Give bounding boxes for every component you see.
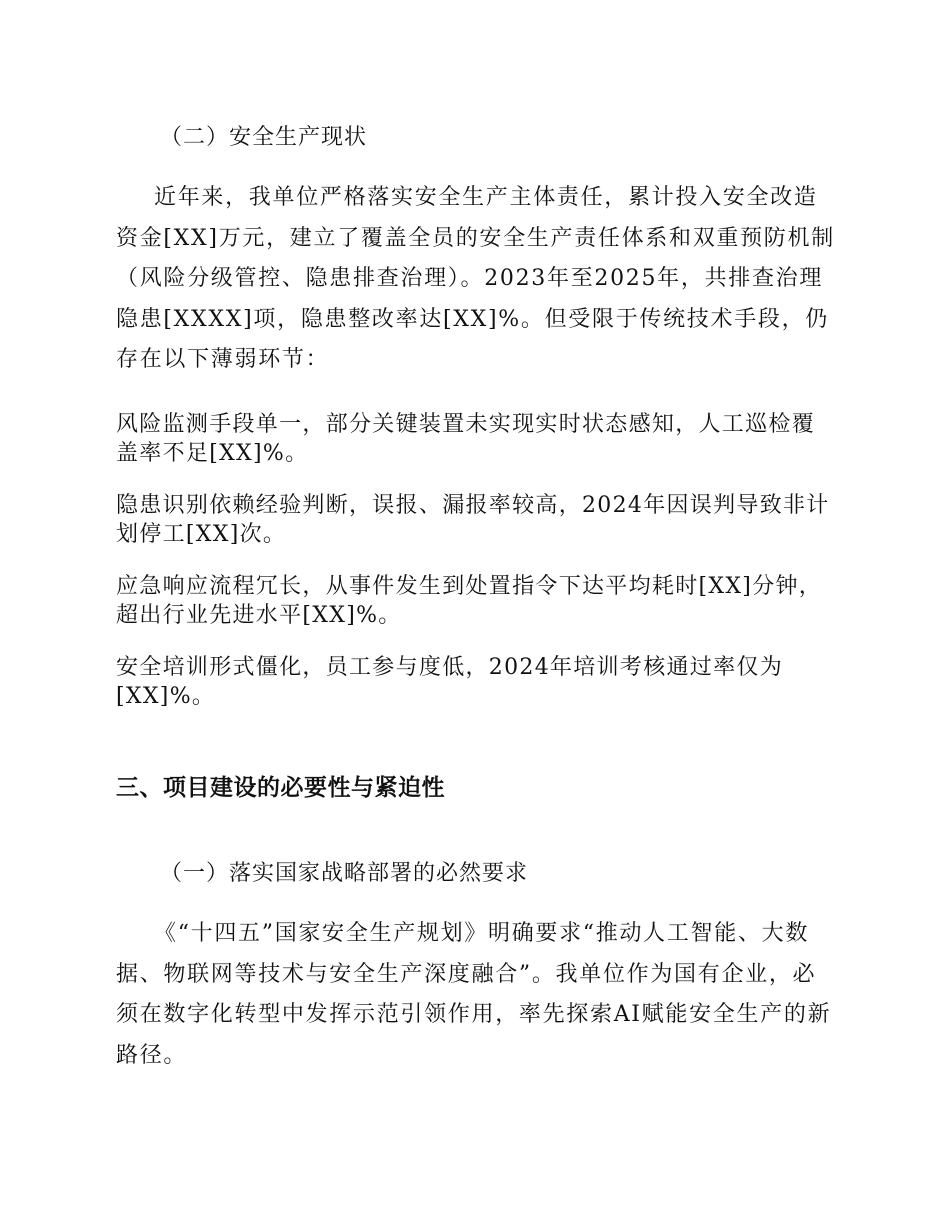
weakness-item-3: 应急响应流程冗长，从事件发生到处置指令下达平均耗时[XX]分钟，超出行业先进水平[XX]%。 [116,574,823,628]
weakness-item-4: 安全培训形式僵化，员工参与度低，2024年培训考核通过率仅为[XX]%。 [116,655,783,709]
subsection-heading-national-strategy: （一）落实国家战略部署的必然要求 [160,861,529,886]
subsection-heading-safety-status: （二）安全生产现状 [160,125,368,150]
national-strategy-paragraph: 《“十四五”国家安全生产规划》明确要求“推动人工智能、大数据、物联网等技术与安全生产深度融合”。我单位作为国有企业，必须在数字化转型中发挥示范引领作用，率先探索AI赋能安全生产的新路径。 [116,921,832,1068]
weakness-item-2: 隐患识别依赖经验判断，误报、漏报率较高，2024年因误判导致非计划停工[XX]次。 [116,493,830,547]
weakness-item-1: 风险监测手段单一，部分关键装置未实现实时状态感知，人工巡检覆盖率不足[XX]%。 [116,412,816,466]
safety-status-intro-paragraph: 近年来，我单位严格落实安全生产主体责任，累计投入安全改造资金[XX]万元，建立了覆盖全员的安全生产责任体系和双重预防机制（风险分级管控、隐患排查治理）。2023年至2025年，共排查治理隐患[XXXX]项，隐患整改率达[XX]%。但受限于传统技术手段，仍存在以下薄弱环节： [116,185,835,372]
section-heading-necessity: 三、项目建设的必要性与紧迫性 [116,775,445,801]
